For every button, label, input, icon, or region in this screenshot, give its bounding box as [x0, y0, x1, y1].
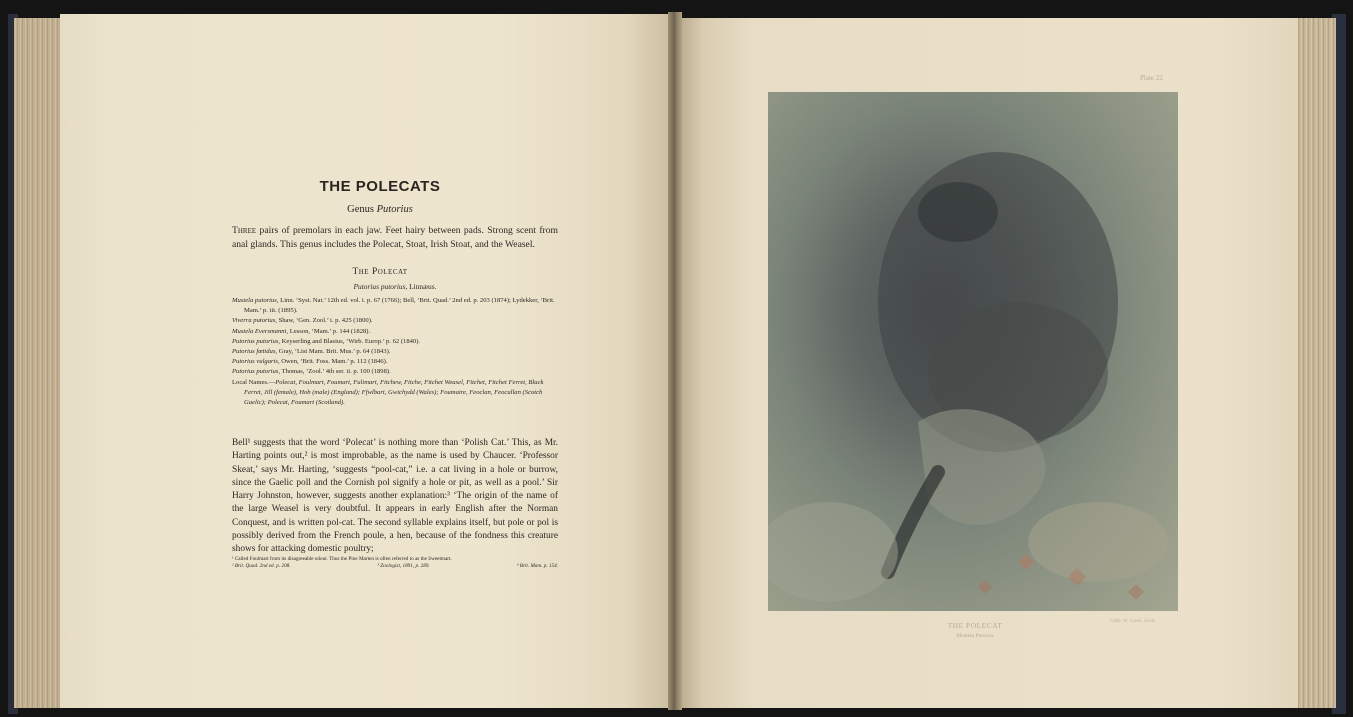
synonym-item: Putorius vulgaris, Owen, ‘Brit. Foss. Mam.’ p. 112 (1846).	[232, 358, 388, 366]
book-gutter	[668, 12, 682, 710]
genus-description	[232, 224, 558, 251]
synonym-item: Viverra putorius, Shaw, ‘Gen. Zool.’ i. p. 425 (1800).	[232, 317, 373, 325]
synonym-list	[232, 296, 558, 408]
footnote-1: ¹ Called Foulmart from its disagreeable odour. Thus the Pine Marten is often referred to as the Sweetmart.	[232, 556, 452, 562]
intro-text: pairs of premolars in each jaw. Feet hairy between pads. Strong scent from anal glands. This genus includes the Polecat, Stoat, Irish Stoat, and the Weasel.	[232, 225, 558, 250]
section-title: The Polecat	[352, 267, 408, 277]
local-names: Local Names.—Polecat, Foulmart, Foumart, Fulimart, Fitchew, Fitche, Fitchet Weasel, Fitchet, Fitchet Ferret, Black Ferret, Jill (female), Hob (male) (England); Ffwlbart, Gwichydd (Wales); Foumaire, Feoclan, Feocullan (Scotch Gaelic); Polecat, Foumart (Scotland).	[232, 378, 544, 407]
intro-lead-word: Three	[232, 225, 257, 236]
synonym-item: Mustela Eversmanni, Lesson, ‘Mam.’ p. 144 (1828).	[232, 327, 371, 335]
synonym-item: Mustela putorius, Linn. ‘Syst. Nat.’ 12th ed. vol. i. p. 67 (1766); Bell, ‘Brit. Quad.’ 2nd ed. p. 203 (1874); Lydekker, ‘Brit. Mam.’ p. iii. (1895).	[232, 297, 555, 315]
plate-number: Plate 22	[1140, 74, 1163, 82]
chapter-title: THE POLECATS	[319, 178, 441, 195]
genus-name: Putorius	[376, 204, 413, 215]
body-paragraph: Bell¹ suggests that the word ‘Polecat’ is nothing more than ‘Polish Cat.’ This, as Mr. Harting points out,² is most improbable, as the name is used by Chaucer. ‘Professor Skeat,’ says Mr. Harting, ‘suggests “pool-cat,” i.e. a cat living in a hole or burrow, since the Gaelic poll and the Cornish pol signify a hole or pit, as well as a pool.’ Sir Harry Johnston, however, suggests another explanation:³ ‘The origin of the name of the large Weasel is very doubtful. It appears in early English after the Norman Conquest, and is written pol-cat. The second syllable explains itself, but pole or pol is possibly derived from the French poule, a hen, because of the fondness this creature shows for attacking domestic poultry;	[232, 438, 558, 555]
species-line	[232, 282, 558, 291]
plate-caption-latin: Mustela Putorius	[956, 633, 994, 639]
plate-caption-title: THE POLECAT	[947, 621, 1003, 630]
polecat-illustration	[768, 92, 1178, 611]
genus-heading	[300, 204, 460, 215]
species-name: Putorius putorius	[353, 282, 406, 291]
synonym-item: Putorius putorius, Thomas, ‘Zool.’ 4th ser. ii. p. 100 (1898).	[232, 368, 391, 376]
genus-prefix: Genus	[347, 204, 375, 215]
footnote-4: ⁴ Brit. Mam. p. 154.	[516, 563, 558, 570]
footnotes	[232, 556, 558, 570]
footnote-3: ³ Zoologist, 1891, p. 289.	[377, 563, 430, 570]
synonym-item: Putorius putorius, Keyserling and Blasius, ‘Wirb. Europ.’ p. 62 (1840).	[232, 337, 421, 345]
plate-credit: Lithe. W. Gresh. Scotl.	[1110, 619, 1156, 624]
species-author: , Linnæus.	[405, 282, 437, 291]
synonym-item: Putorius fœtidus, Gray, ‘List Mam. Brit. Mus.’ p. 64 (1843).	[232, 348, 391, 356]
footnote-2: ² Brit. Quad. 2nd ed. p. 208.	[232, 563, 291, 570]
footnote-row	[232, 563, 558, 570]
illustration-drawing	[768, 92, 1178, 611]
